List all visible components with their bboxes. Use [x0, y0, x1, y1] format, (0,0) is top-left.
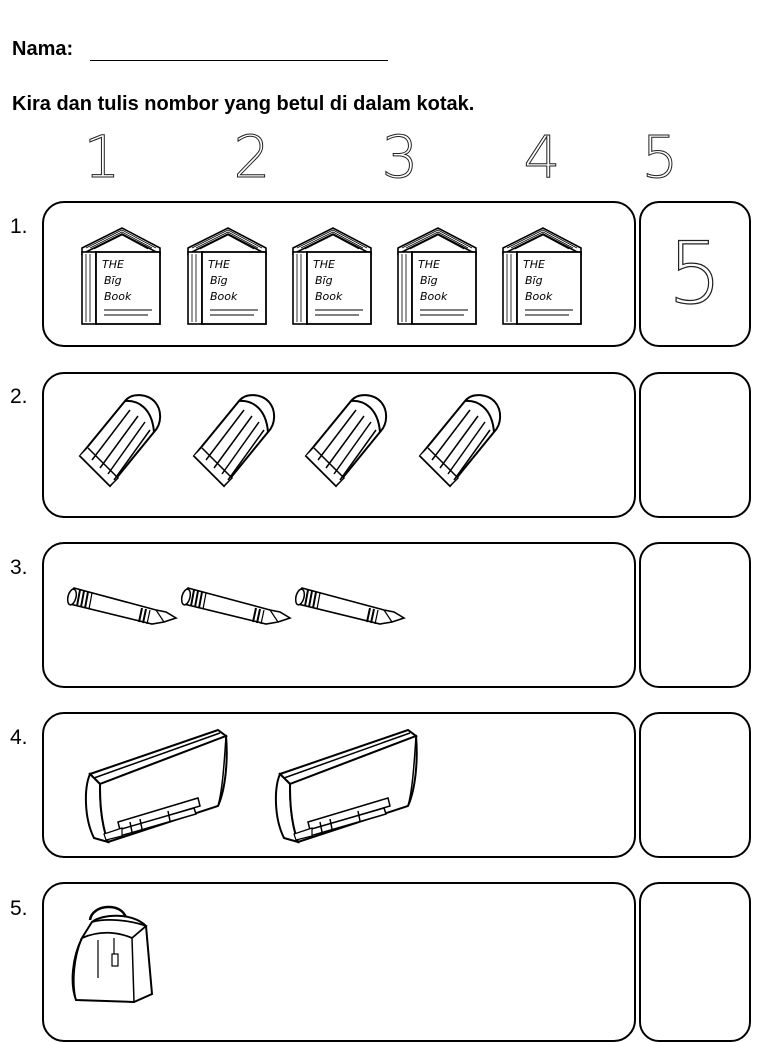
- svg-text:Book: Book: [315, 290, 343, 303]
- name-label: Nama:: [12, 38, 74, 60]
- svg-text:THE: THE: [523, 258, 545, 271]
- book-icon: [184, 218, 270, 333]
- answer-box-3[interactable]: [639, 542, 751, 688]
- crayon-icon: [178, 582, 294, 637]
- row-number-2: 2.: [10, 385, 28, 408]
- svg-text:THE: THE: [102, 258, 124, 271]
- book-icon: [394, 218, 480, 333]
- crayon-icon: [64, 582, 180, 637]
- answer-box-4[interactable]: [639, 712, 751, 858]
- reference-digit-4: 4: [523, 123, 561, 191]
- svg-text:Bīg: Bīg: [315, 274, 333, 287]
- reference-digit-5: 5: [641, 123, 679, 191]
- svg-text:Bīg: Bīg: [525, 274, 543, 287]
- instruction-text: Kira dan tulis nombor yang betul di dalam kotak.: [12, 93, 475, 115]
- svg-text:Book: Book: [525, 290, 553, 303]
- svg-text:THE: THE: [208, 258, 230, 271]
- svg-text:Bīg: Bīg: [104, 274, 122, 287]
- svg-text:Bīg: Bīg: [420, 274, 438, 287]
- svg-text:THE: THE: [313, 258, 335, 271]
- answer-box-5[interactable]: [639, 882, 751, 1042]
- eraser-icon: [296, 386, 396, 501]
- row-number-1: 1.: [10, 215, 28, 238]
- backpack-icon: [62, 898, 162, 1013]
- reference-digit-1: 1: [83, 123, 121, 191]
- reference-digit-2: 2: [233, 123, 271, 191]
- eraser-icon: [410, 386, 510, 501]
- pencil-case-icon: [268, 728, 418, 853]
- book-icon: [78, 218, 164, 333]
- name-field-line[interactable]: [90, 60, 388, 61]
- answer-box-1[interactable]: [639, 201, 751, 347]
- row-number-4: 4.: [10, 726, 28, 749]
- svg-text:Book: Book: [104, 290, 132, 303]
- reference-digit-3: 3: [381, 123, 419, 191]
- crayon-icon: [292, 582, 408, 637]
- row-number-5: 5.: [10, 897, 28, 920]
- answer-box-2[interactable]: [639, 372, 751, 518]
- svg-text:Book: Book: [420, 290, 448, 303]
- row-number-3: 3.: [10, 556, 28, 579]
- svg-text:Bīg: Bīg: [210, 274, 228, 287]
- book-icon: [289, 218, 375, 333]
- svg-text:THE: THE: [418, 258, 440, 271]
- eraser-icon: [70, 386, 170, 501]
- eraser-icon: [184, 386, 284, 501]
- pencil-case-icon: [78, 728, 228, 853]
- answer-digit-1: 5: [667, 224, 723, 324]
- book-icon: [499, 218, 585, 333]
- svg-text:Book: Book: [210, 290, 238, 303]
